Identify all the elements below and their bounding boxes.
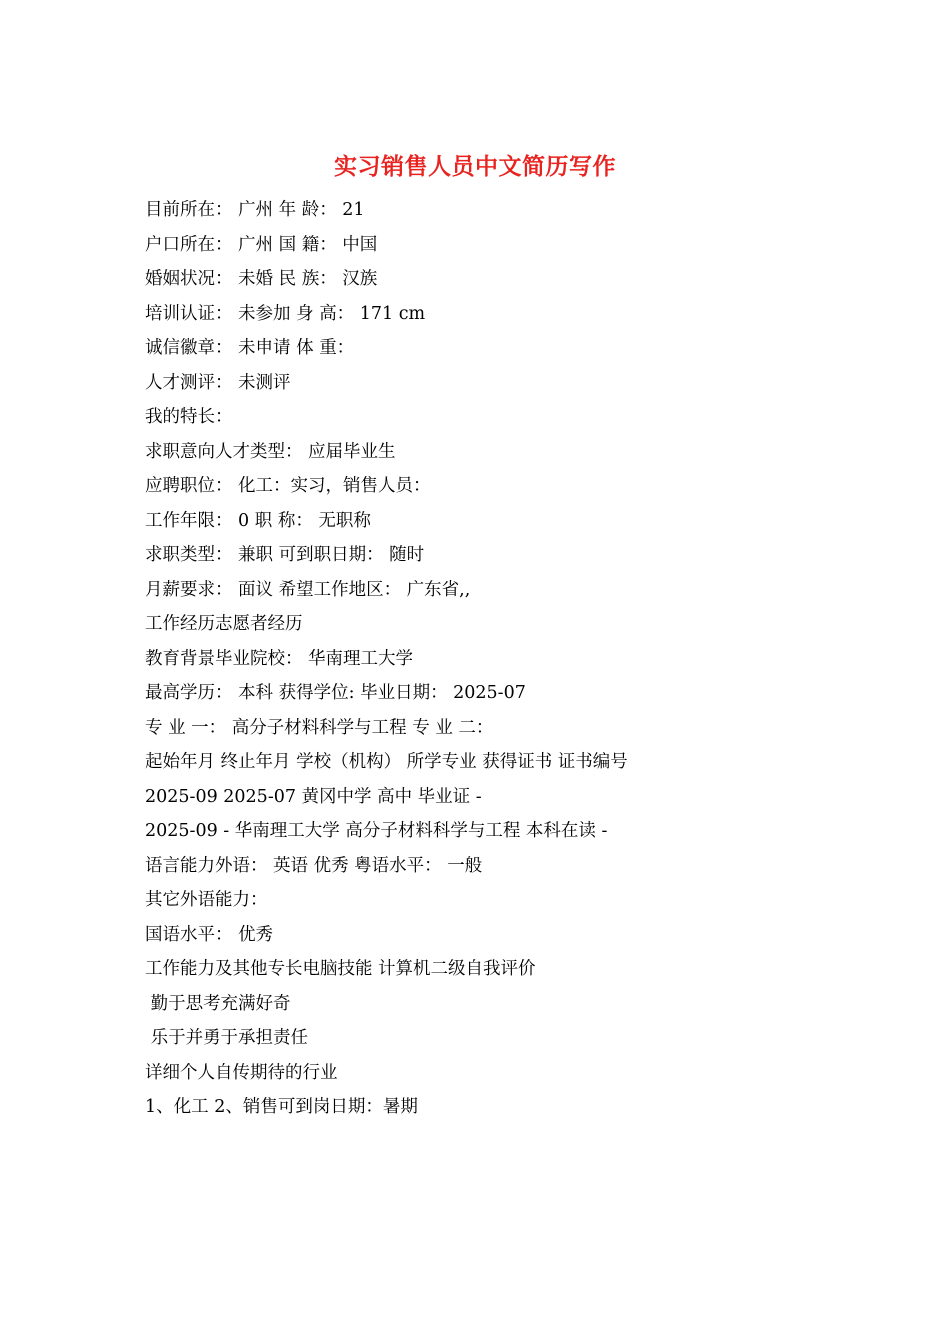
text-line-mandarin: 国语水平： 优秀 <box>145 924 274 945</box>
resume-body <box>145 193 845 1125</box>
text-line-job-type: 求职类型： 兼职 可到职日期： 随时 <box>145 545 425 565</box>
text-line-salary: 月薪要求： 面议 希望工作地区： 广东省,, <box>145 579 471 600</box>
text-line-education: 教育背景毕业院校： 华南理工大学 <box>145 648 414 669</box>
text-line-training: 培训认证： 未参加 身 高： 171 cm <box>145 303 426 324</box>
text-line-education-row-1: 2025-09 2025-07 黄冈中学 高中 毕业证 - <box>145 786 482 807</box>
text-line-skills: 工作能力及其他专长电脑技能 计算机二级自我评价 <box>145 959 536 979</box>
text-line-language: 语言能力外语： 英语 优秀 粤语水平： 一般 <box>145 855 483 876</box>
text-line-talent-assessment: 人才测评： 未测评 <box>145 372 291 393</box>
text-line-education-row-2: 2025-09 - 华南理工大学 高分子材料科学与工程 本科在读 - <box>145 821 608 841</box>
text-line-education-header: 起始年月 终止年月 学校（机构） 所学专业 获得证书 证书编号 <box>145 752 628 772</box>
text-line-other-language: 其它外语能力： <box>145 890 268 910</box>
text-line-self-eval-2: 乐于并勇于承担责任 <box>145 1028 309 1048</box>
text-line-major: 专 业 一： 高分子材料科学与工程 专 业 二： <box>145 717 494 738</box>
text-line-self-eval-1: 勤于思考充满好奇 <box>145 993 291 1014</box>
text-line-work-experience: 工作经历志愿者经历 <box>145 614 303 634</box>
text-line-job-intention: 求职意向人才类型： 应届毕业生 <box>145 441 396 462</box>
text-line-marital-status: 婚姻状况： 未婚 民 族： 汉族 <box>145 269 378 289</box>
text-line-industry: 1、化工 2、销售可到岗日期：暑期 <box>145 1097 418 1117</box>
text-line-degree: 最高学历： 本科 获得学位: 毕业日期： 2025-07 <box>145 683 526 703</box>
text-line-specialty: 我的特长： <box>145 407 233 427</box>
text-line-hukou: 户口所在： 广州 国 籍： 中国 <box>145 234 378 255</box>
text-line-position: 应聘职位： 化工：实习，销售人员： <box>145 476 431 496</box>
text-line-integrity-badge: 诚信徽章： 未申请 体 重： <box>145 338 355 358</box>
text-line-current-location: 目前所在： 广州 年 龄： 21 <box>145 200 365 220</box>
text-line-autobiography: 详细个人自传期待的行业 <box>145 1062 338 1083</box>
page-title: 实习销售人员中文简历写作 <box>334 154 616 180</box>
text-line-work-years: 工作年限： 0 职 称： 无职称 <box>145 510 371 531</box>
